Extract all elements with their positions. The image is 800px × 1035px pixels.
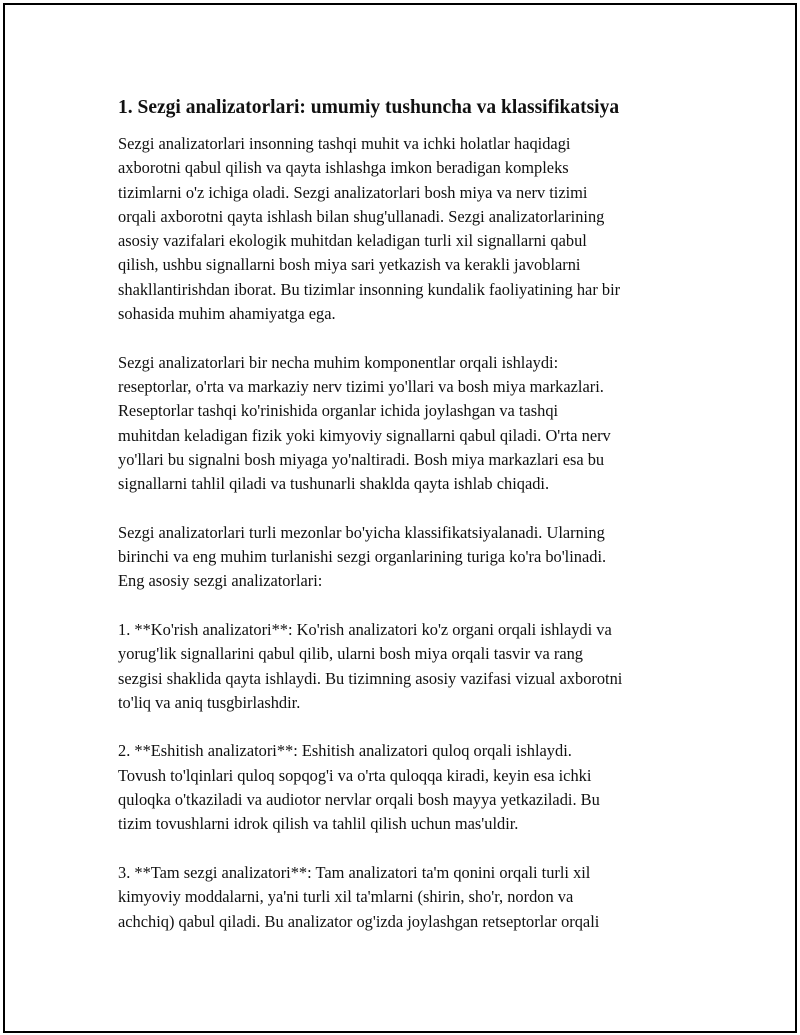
- text-line: Sezgi analizatorlari bir necha muhim komponentlar orqali ishlaydi:: [118, 352, 559, 372]
- list-item-taste: [118, 861, 708, 934]
- text-line: tizimlarni o'z ichiga oladi. Sezgi analizatorlari bosh miya va nerv tizimi: [118, 182, 588, 202]
- text-line: qilish, ushbu signallarni bosh miya sari yetkazish va kerakli javoblarni: [118, 255, 581, 275]
- text-line: asosiy vazifalari ekologik muhitdan keladigan turli xil signallarni qabul: [118, 231, 587, 251]
- paragraph-classification: [118, 521, 708, 594]
- document-body: [118, 96, 708, 958]
- text-line: to'liq va aniq tusgbirlashdir.: [118, 692, 301, 712]
- text-line: 1. **Ko'rish analizatori**: Ko'rish analizatori ko'z organi orqali ishlaydi va: [118, 619, 612, 639]
- text-line: Sezgi analizatorlari turli mezonlar bo'yicha klassifikatsiyalanadi. Ularning: [118, 522, 605, 542]
- text-line: Reseptorlar tashqi ko'rinishida organlar ichida joylashgan va tashqi: [118, 401, 559, 421]
- text-line: reseptorlar, o'rta va markaziy nerv tizimi yo'llari va bosh miya markazlari.: [118, 376, 604, 396]
- text-line: yo'llari bu signalni bosh miyaga yo'naltiradi. Bosh miya markazlari esa bu: [118, 449, 605, 469]
- list-item-vision: [118, 618, 708, 715]
- paragraph-components: [118, 351, 708, 497]
- text-line: axborotni qabul qilish va qayta ishlashga imkon beradigan kompleks: [118, 158, 569, 178]
- list-item-hearing: [118, 739, 708, 836]
- text-line: yorug'lik signallarini qabul qilib, ularni bosh miya orqali tasvir va rang: [118, 644, 583, 664]
- text-line: signallarni tahlil qiladi va tushunarli shaklda qayta ishlab chiqadi.: [118, 474, 550, 494]
- text-line: Eng asosiy sezgi analizatorlari:: [118, 571, 323, 591]
- text-line: quloqka o'tkaziladi va audiotor nervlar orqali bosh mayya yetkaziladi. Bu: [118, 790, 600, 810]
- text-line: 3. **Tam sezgi analizatori**: Tam analizatori ta'm qonini orqali turli xil: [118, 862, 591, 882]
- text-line: Sezgi analizatorlari insonning tashqi muhit va ichki holatlar haqidagi: [118, 134, 571, 153]
- text-line: achchiq) qabul qiladi. Bu analizator og'izda joylashgan retseptorlar orqali: [118, 911, 600, 931]
- text-line: sohasida muhim ahamiyatga ega.: [118, 304, 336, 324]
- text-line: shakllantirishdan iborat. Bu tizimlar insonning kundalik faoliyatining har bir: [118, 279, 621, 299]
- text-line: Tovush to'lqinlari quloq sopqog'i va o'rta quloqqa kiradi, keyin esa ichki: [118, 765, 592, 785]
- text-line: muhitdan keladigan fizik yoki kimyoviy signallarni qabul qiladi. O'rta nerv: [118, 425, 611, 445]
- text-line: birinchi va eng muhim turlanishi sezgi organlarining turiga ko'ra bo'linadi.: [118, 547, 607, 567]
- text-line: orqali axborotni qayta ishlash bilan shug'ullanadi. Sezgi analizatorlarining: [118, 206, 605, 226]
- text-line: sezgisi shaklida qayta ishlaydi. Bu tizimning asosiy vazifasi vizual axborotni: [118, 668, 623, 688]
- text-line: tizim tovushlarni idrok qilish va tahlil qilish uchun mas'uldir.: [118, 814, 519, 834]
- text-line: 2. **Eshitish analizatori**: Eshitish analizatori quloq orqali ishlaydi.: [118, 741, 572, 761]
- text-line: kimyoviy moddalarni, ya'ni turli xil ta'mlarni (shirin, sho'r, nordon va: [118, 887, 574, 907]
- paragraph-intro: [118, 132, 708, 326]
- section-heading: 1. Sezgi analizatorlari: umumiy tushuncha va klassifikatsiya: [118, 97, 620, 118]
